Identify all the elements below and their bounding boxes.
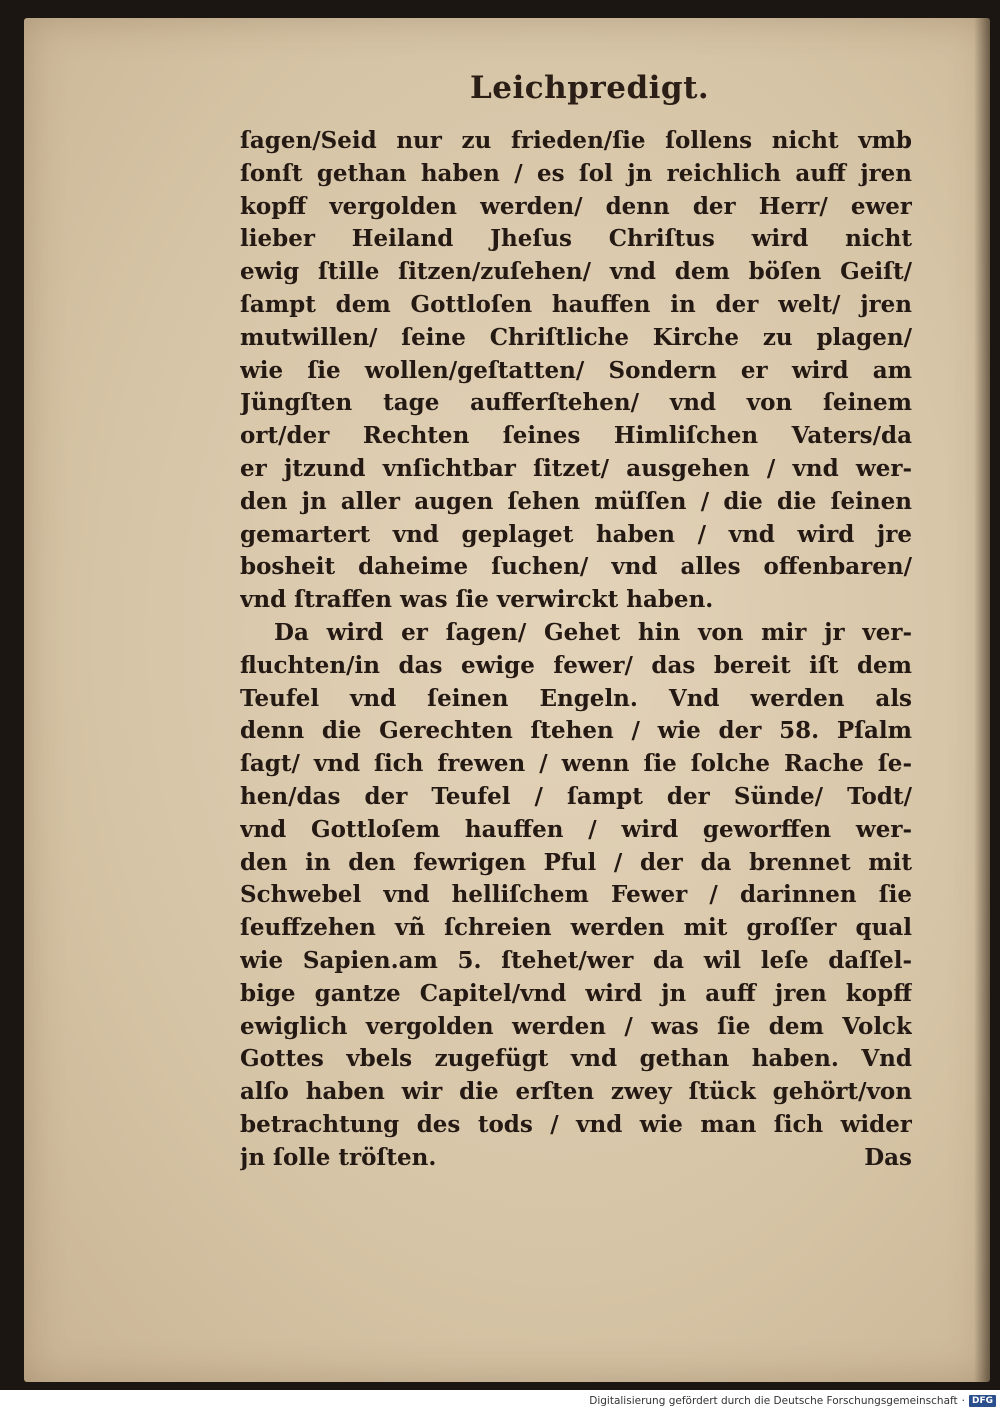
text-line: mutwillen/ ſeine Chriſtliche Kirche zu plagen/ bbox=[240, 323, 912, 351]
text-line-content: jn ſolle tröſten. bbox=[240, 1143, 437, 1171]
text-line: lieber Heiland Jheſus Chriſtus wird nicht bbox=[240, 225, 912, 253]
text-line: alſo haben wir die erſten zwey ſtück gehört/von bbox=[240, 1078, 912, 1106]
text-line: hen/das der Teufel / ſampt der Sünde/ Todt/ bbox=[240, 782, 912, 810]
text-line: betrachtung des tods / vnd wie man ſich wider bbox=[240, 1110, 912, 1138]
text-line: vnd ſtraffen was ſie verwirckt haben. bbox=[240, 586, 714, 614]
text-line: vnd Gottloſem hauffen / wird geworffen wer- bbox=[240, 815, 912, 843]
text-line: er jtzund vnſichtbar ſitzet/ ausgehen / vnd wer- bbox=[240, 454, 912, 482]
text-line: ſampt dem Gottloſen hauffen in der welt/ jren bbox=[240, 290, 912, 318]
footer-credit: Digitalisierung gefördert durch die Deutsche Forschungsgemeinschaft bbox=[589, 1395, 958, 1407]
text-line: Schwebel vnd helliſchem Fewer / darinnen ſie bbox=[240, 881, 912, 909]
text-line: gemartert vnd geplaget haben / vnd wird jre bbox=[240, 520, 912, 548]
dfg-logo-icon: DFG bbox=[969, 1395, 996, 1407]
text-line: Jüngſten tage aufferſtehen/ vnd von ſeinem bbox=[240, 389, 912, 417]
footer-separator: · bbox=[961, 1395, 965, 1407]
text-line: wie Sapien.am 5. ſtehet/wer da wil leſe daſſel- bbox=[240, 946, 912, 974]
text-line: Gottes vbels zugefügt vnd gethan haben. Vnd bbox=[240, 1045, 912, 1073]
text-line: ewiglich vergolden werden / was ſie dem Volck bbox=[240, 1012, 912, 1040]
body-text bbox=[240, 125, 912, 1175]
text-line: ſagen/Seid nur zu frieden/ſie ſollens nicht vmb bbox=[240, 127, 912, 154]
catchword: Das bbox=[864, 1143, 912, 1171]
text-line: Teufel vnd ſeinen Engeln. Vnd werden als bbox=[240, 684, 912, 712]
text-line: bosheit daheime ſuchen/ vnd alles offenbaren/ bbox=[240, 553, 912, 581]
text-line: kopff vergolden werden/ denn der Herr/ ewer bbox=[240, 192, 912, 220]
text-line: den in den fewrigen Pful / der da brennet mit bbox=[240, 848, 912, 876]
text-line: wie ſie wollen/geſtatten/ Sondern er wird am bbox=[240, 356, 912, 384]
text-line bbox=[240, 1142, 912, 1175]
text-line: bige gantze Capitel/vnd wird jn auff jren kopff bbox=[240, 979, 912, 1007]
text-line: fluchten/in das ewige fewer/ das bereit iſt dem bbox=[240, 651, 912, 679]
text-line: Da wird er ſagen/ Gehet hin von mir jr ver- bbox=[274, 618, 912, 646]
text-line: ſeuffzehen vñ ſchreien werden mit groſſer qual bbox=[240, 914, 912, 942]
text-line: ſonſt gethan haben / es ſol jn reichlich auff jren bbox=[240, 159, 912, 187]
text-line: ort/der Rechten ſeines Himliſchen Vaters/da bbox=[240, 422, 912, 450]
page-gutter bbox=[974, 18, 990, 1382]
text-line: den jn aller augen ſehen müſſen / die die ſeinen bbox=[240, 487, 912, 515]
running-head: Leichpredigt. bbox=[470, 70, 710, 106]
footer bbox=[589, 1395, 996, 1407]
text-line: denn die Gerechten ſtehen / wie der 58. Pſalm bbox=[240, 717, 912, 745]
text-line: ſagt/ vnd ſich frewen / wenn ſie ſolche Rache ſe- bbox=[240, 750, 912, 778]
text-line: ewig ſtille ſitzen/zuſehen/ vnd dem böſen Geiſt/ bbox=[240, 258, 912, 286]
